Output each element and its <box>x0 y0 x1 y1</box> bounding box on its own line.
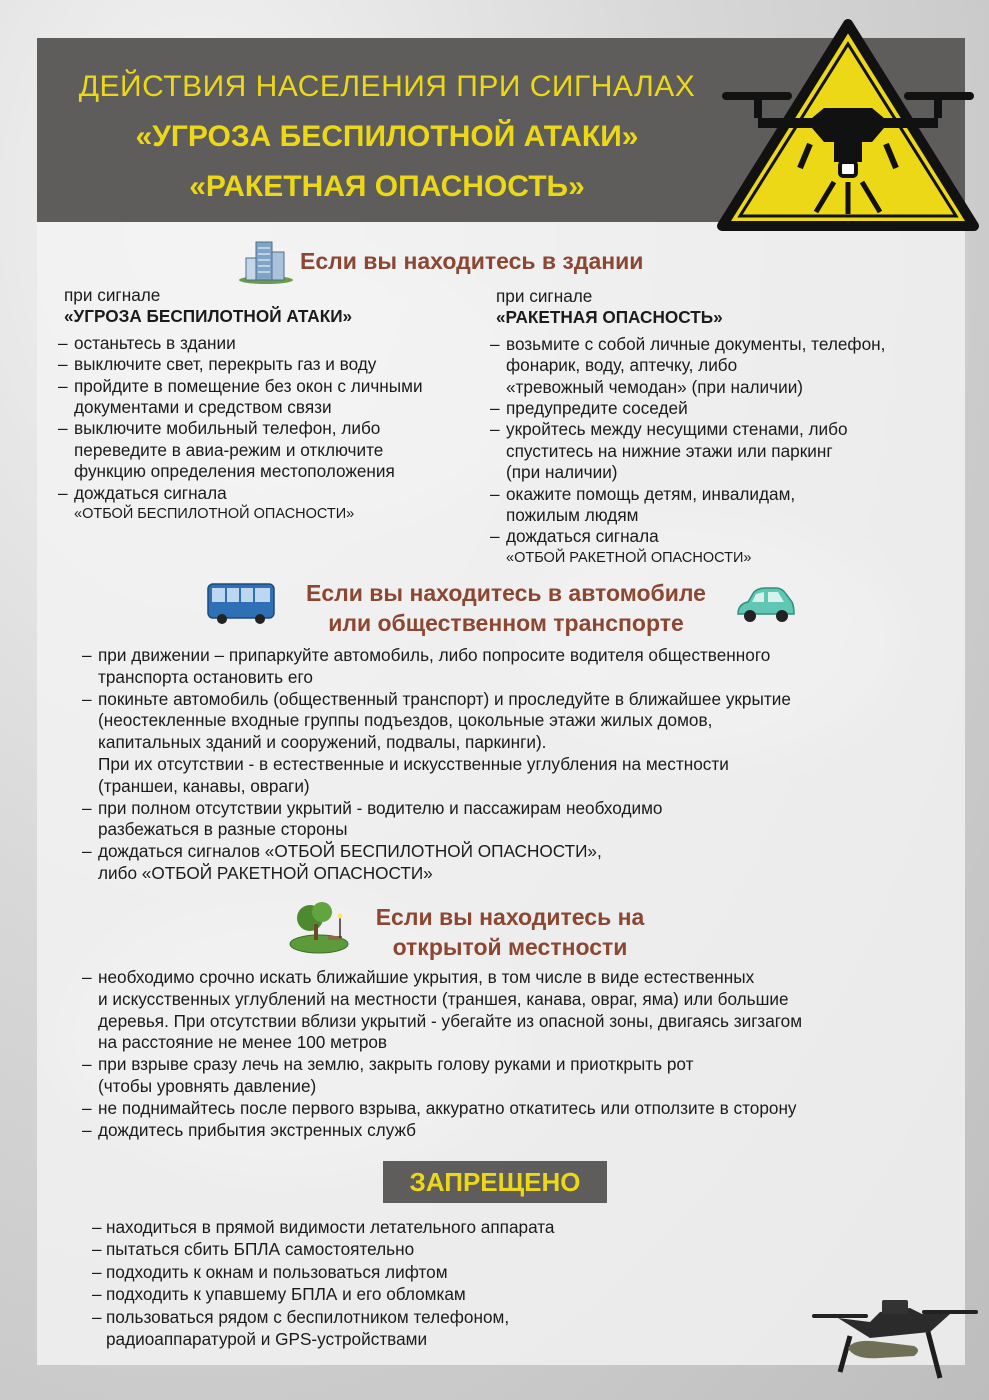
list-item: – находиться в прямой видимости летательного аппарата <box>92 1216 555 1238</box>
section-title-building: Если вы находитесь в здании <box>300 248 644 274</box>
list-item: – окажите помощь детям, инвалидам, пожилым людям <box>490 484 950 527</box>
list-item: – дождаться сигнала «ОТБОЙ РАКЕТНОЙ ОПАСНОСТИ» <box>490 526 950 569</box>
section-title-open-area: Если вы находитесь на открытой местности <box>375 904 645 960</box>
drone-warning-icon <box>716 18 980 232</box>
list-item: – необходимо срочно искать ближайшие укрытия, в том числе в виде естественных и искусственных углублений на местности (траншея, канава, овраг, яма) или большие деревья. При отсутствии вблизи укрытий - убегайте из опасной зоны, двигаясь зигзагом на расстояние не менее 100 метров <box>82 967 942 1054</box>
forbidden-badge: ЗАПРЕЩЕНО <box>383 1161 607 1203</box>
section-title-transport: Если вы находитесь в автомобиле или общественном транспорте <box>306 580 706 636</box>
list-item: – пройдите в помещение без окон с личными документами и средством связи <box>58 376 488 419</box>
list-item: – выключите мобильный телефон, либо переведите в авиа-режим и отключите функцию определения местоположения <box>58 418 488 482</box>
drone-icon <box>810 1292 980 1388</box>
list-item: – укройтесь между несущими стенами, либо спуститесь на нижние этажи или паркинг (при наличии) <box>490 419 950 483</box>
list-item: – предупредите соседей <box>490 398 950 419</box>
list-item: – останьтесь в здании <box>58 333 488 354</box>
list-item: – выключите свет, перекрыть газ и воду <box>58 354 488 375</box>
list-item: – при взрыве сразу лечь на землю, закрыть голову руками и приоткрыть рот (чтобы уровнять давление) <box>82 1054 942 1098</box>
title-line-2: «УГРОЗА БЕСПИЛОТНОЙ АТАКИ» <box>135 120 639 153</box>
bus-icon <box>206 580 276 626</box>
building-right-column <box>490 286 950 569</box>
title-line-3: «РАКЕТНАЯ ОПАСНОСТЬ» <box>189 170 585 203</box>
building-left-column <box>58 285 488 525</box>
list-item: – пользоваться рядом с беспилотником телефоном, радиоаппаратурой и GPS-устройствами <box>92 1306 555 1351</box>
transport-list <box>82 645 932 885</box>
list-item: – дождаться сигналов «ОТБОЙ БЕСПИЛОТНОЙ ОПАСНОСТИ», либо «ОТБОЙ РАКЕТНОЙ ОПАСНОСТИ» <box>82 841 932 885</box>
title-line-1: ДЕЙСТВИЯ НАСЕЛЕНИЯ ПРИ СИГНАЛАХ <box>78 70 696 103</box>
signal-prefix: при сигнале <box>496 286 593 306</box>
list-item: – дождитесь прибытия экстренных служб <box>82 1120 942 1142</box>
list-item: – дождаться сигнала «ОТБОЙ БЕСПИЛОТНОЙ ОПАСНОСТИ» <box>58 483 488 526</box>
building-icon <box>238 238 294 284</box>
signal-name: «РАКЕТНАЯ ОПАСНОСТЬ» <box>496 307 723 328</box>
signal-name: «УГРОЗА БЕСПИЛОТНОЙ АТАКИ» <box>64 306 353 327</box>
open-area-list <box>82 967 942 1141</box>
car-icon <box>734 586 796 626</box>
signal-prefix: при сигнале <box>64 285 161 305</box>
page-title <box>37 62 737 212</box>
list-item: – при движении – припаркуйте автомобиль, либо попросите водителя общественного транспорта остановить его <box>82 645 932 689</box>
list-item: – подходить к окнам и пользоваться лифтом <box>92 1261 555 1283</box>
list-item: – пытаться сбить БПЛА самостоятельно <box>92 1238 555 1260</box>
list-item: – покиньте автомобиль (общественный транспорт) и проследуйте в ближайшее укрытие (неостекленные входные группы подъездов, цокольные этажи жилых домов, капитальных зданий и сооружений, подвалы, паркинги). При их отсутствии - в естественные и искусственные углубления на местности (траншеи, канавы, овраги) <box>82 689 932 798</box>
list-item: – при полном отсутствии укрытий - водителю и пассажирам необходимо разбежаться в разные стороны <box>82 798 932 842</box>
list-item: – не поднимайтесь после первого взрыва, аккуратно откатитесь или отползите в сторону <box>82 1098 942 1120</box>
list-item: – подходить к упавшему БПЛА и его обломкам <box>92 1283 555 1305</box>
list-item: – возьмите с собой личные документы, телефон, фонарик, воду, аптечку, либо «тревожный чемодан» (при наличии) <box>490 334 950 398</box>
forbidden-list <box>92 1216 555 1350</box>
